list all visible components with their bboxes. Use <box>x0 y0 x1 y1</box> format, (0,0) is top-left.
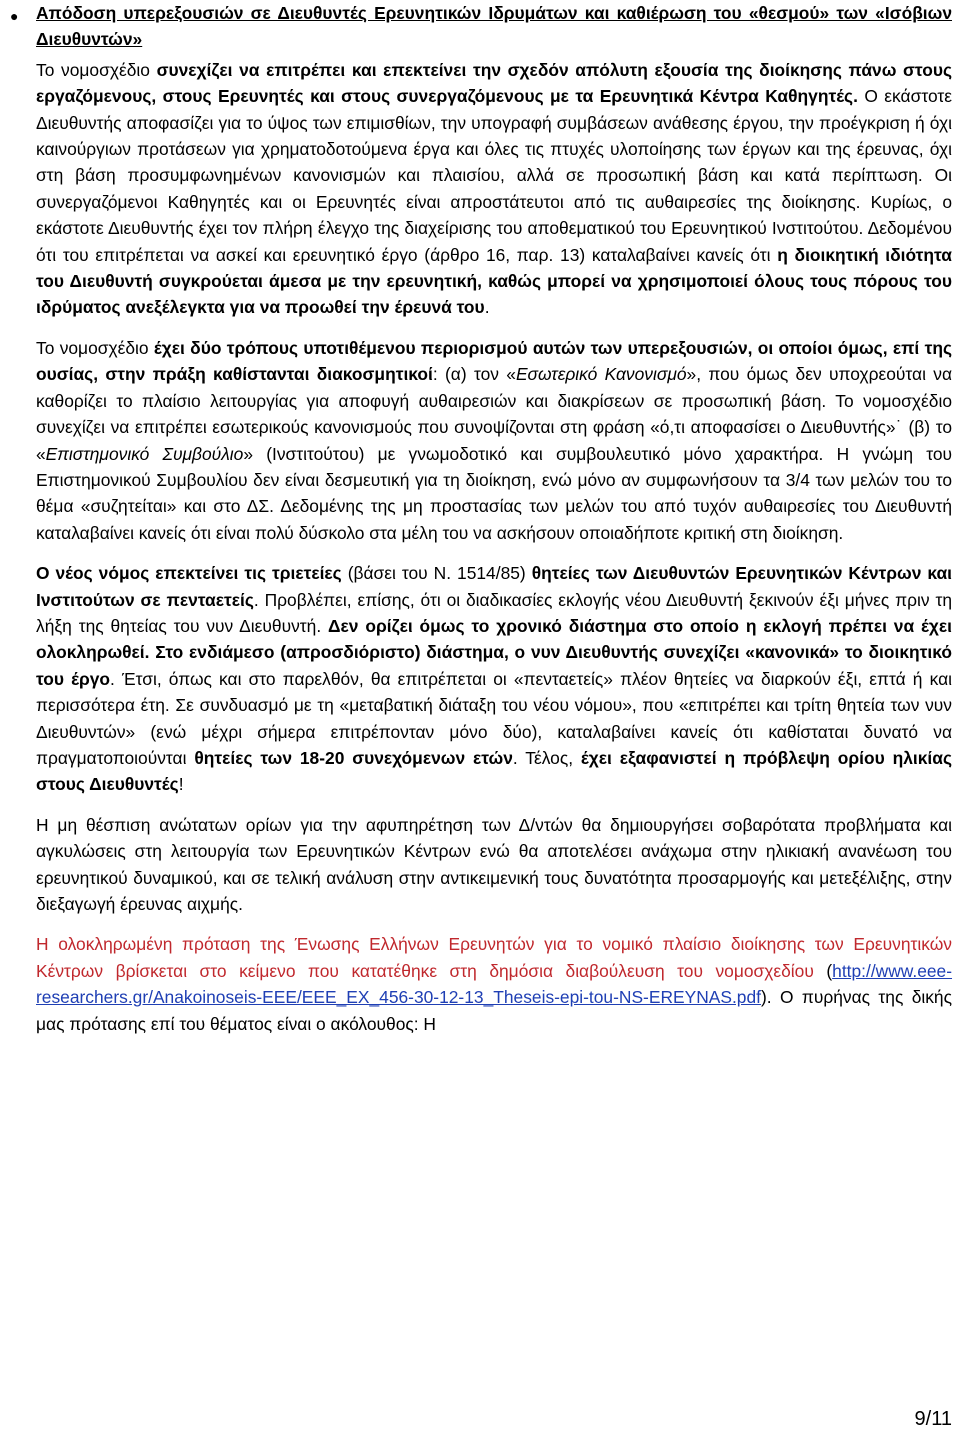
page-number: 9/11 <box>914 1408 952 1430</box>
p2-text-2: : (α) τον « <box>432 364 516 385</box>
paragraph-age-limits: Η μη θέσπιση ανώτατων ορίων για την αφυπηρέτηση των Δ/ντών θα δημιουργήσει σοβαρότατα προβλήματα και αγκυλώσεις στη λειτουργία των Ερευνητικών Κέντρων ενώ θα αποτελέσει ανάχωμα στην ηλικιακή ανανέωση του ερευνητικού δυναμικού, και σε τελική ανάλυση στην αντικειμενική τους δυνατότητα προσαρμογής και μετεξέλιξης, στην διεξαγωγή έρευνας αιχμής. <box>36 814 952 914</box>
p1-text-2: Ο εκάστοτε Διευθυντής αποφασίζει για το ύψος των επιμισθίων, την υπογραφή συμβάσεων ανάθεσης έργου, την προέγκριση ή όχι καινούργιων προτάσεων για χρηματοδοτούμενα έργα και όλες τις πτυχές υλοποίησης των έργων και της έρευνας, όχι στη βάση προσυμφωνημένων κανονισμών και πλαισίου, αλλά σε προσωπική βάση και κατά περίπτωση. Οι συνεργαζόμενοι Καθηγητές και οι Ερευνητές είναι απροστάτευτοι από τις αυθαιρεσίες της διοίκησης. Κυρίως, ο εκάστοτε Διευθυντής έχει τον πλήρη έλεγχο της διαχείρισης του αποθεματικού του Ερευνητικού Ινστιτούτου. Δεδομένου ότι του επιτρέπεται να ασκεί και ερευνητικό έργο (άρθρο 16, παρ. 13) καταλαβαίνει κανείς ότι <box>36 86 952 265</box>
p3-bold-1: Ο νέος νόμος επεκτείνει τις τριετείες <box>36 563 342 584</box>
p2-bold-1: έχει δύο τρόπους υποτιθέμενου περιορισμού αυτών των υπερεξουσιών, οι οποίοι όμως, επί της ουσίας, στην πράξη καθίστανται διακοσμητικοί <box>36 337 953 385</box>
p2-text-4: » (Ινστιτούτου) με γνωμοδοτικό και συμβουλευτικό μόνο χαρακτήρα. Η γνώμη του Επιστημονικού Συμβουλίου δεν είναι δεσμευτική για τη διοίκηση, ενώ μόνο αν συμφωνήσουν τα 3/4 των μελών του το θέμα «συζητείται» και στο ΔΣ. Δεδομένης της μη προστασίας των μελών του από τυχόν αυθαιρεσίες του Διευθυντή καταλαβαίνει κανείς ότι είναι πολύ δύσκολο στα μέλη του να ασκήσουν οποιαδήποτε κριτική στη διοίκηση. <box>36 443 952 543</box>
p3-bold-2: θητείες των Διευθυντών Ερευνητικών Κέντρων και Ινστιτούτων σε πενταετείς <box>36 563 952 610</box>
p1-text-1: Το νομοσχέδιο <box>36 59 157 80</box>
paragraph-terms <box>36 560 952 798</box>
p1-bold-2: η διοικητική ιδιότητα του Διευθυντή συγκρούεται άμεσα με την ερευνητική, καθώς μπορεί να χρησιμοποιεί όλους τους πόρους του ιδρύματος ανεξέλεγκτα για να προωθεί την έρευνά του <box>36 244 952 318</box>
p3-bold-4: θητείες των 18-20 συνεχόμενων ετών <box>194 747 513 768</box>
paragraph-proposal <box>36 931 952 1037</box>
after-link-text: ). Ο πυρήνας της δικής μας πρότασης επί του θέματος είναι ο ακόλουθος: Η <box>36 987 952 1034</box>
p3-bold-3: Δεν ορίζει όμως το χρονικό διάστημα στο οποίο η εκλογή πρέπει να έχει ολοκληρωθεί. Στο ενδιάμεσο (απροσδιόριστο) διάστημα, ο νυν Διευθυντής συνεχίζει «κανονικά» το διοικητικό του έργο <box>36 615 952 689</box>
bullet-icon: ● <box>10 8 19 24</box>
proposal-link[interactable]: http://www.eee-researchers.gr/Anakoinoseis-EEE/EEE_EX_456-30-12-13_Theseis-epi-tou-NS-EREYNAS.pdf <box>36 960 953 1008</box>
document-body <box>36 0 952 1037</box>
p3-text-3: . Έτσι, όπως και στο παρελθόν, θα επιτρέπεται οι «πενταετείς» πλέον θητείες να διαρκούν έξι, επτά ή και περισσότερα έτη. Σε συνδυασμό με τη «μεταβατική διάταξη του νέου νόμου», που «επιτρέπει και τρίτη θητεία των νυν Διευθυντών» (ενώ μέχρι σήμερα επιτρέπονταν μόνο δύο), καταλαβαίνει κανείς ότι καθίσταται δυνατό να πραγματοποιούνται <box>36 668 952 768</box>
p3-bold-5: έχει εξαφανιστεί η πρόβλεψη ορίου ηλικίας στους Διευθυντές <box>36 747 952 795</box>
section-heading: Απόδοση υπερεξουσιών σε Διευθυντές Ερευνητικών Ιδρυμάτων και καθιέρωση του «θεσμού» των «Ισόβιων Διευθυντών» <box>36 3 952 50</box>
p3-text-4: . Τέλος, <box>512 747 581 768</box>
p3-text-1: (βάσει του Ν. 1514/85) <box>341 563 532 584</box>
p2-italic-2: Επιστημονικό Συμβούλιο <box>45 443 244 464</box>
p1-text-3: . <box>484 297 490 318</box>
p3-text-5: ! <box>178 774 184 795</box>
p2-italic-1: Εσωτερικό Κανονισμό <box>515 364 687 385</box>
paragraph-director-powers <box>36 57 952 321</box>
p2-text-1: Το νομοσχέδιο <box>36 337 154 358</box>
paragraph-limitations <box>36 335 952 546</box>
p2-text-3: », που όμως δεν υποχρεούται να καθορίζει το πλαίσιο λειτουργίας για αποφυγή αυθαιρεσιών και διακρίσεων σε προσωπική βάση. Το νομοσχέδιο συνεχίζει να επιτρέπει εσωτερικούς κανονισμούς που συνοψίζονται στη φράση «ό,τι αποφασίσει ο Διευθυντής»˙ (β) το « <box>36 364 953 464</box>
proposal-red-text: Η ολοκληρωμένη πρόταση της Ένωσης Ελλήνων Ερευνητών για το νομικό πλαίσιο διοίκησης των Ερευνητικών Κέντρων βρίσκεται στο κείμενο που κατατέθηκε στη δημόσια διαβούλευση του νομοσχεδίου <box>36 934 952 981</box>
p1-bold-1: συνεχίζει να επιτρέπει και επεκτείνει την σχεδόν απόλυτη εξουσία της διοίκησης πάνω στους εργαζόμενους, στους Ερευνητές και στους συνεργαζόμενους με τα Ερευνητικά Κέντρα Καθηγητές. <box>36 59 952 107</box>
open-paren: ( <box>813 960 833 981</box>
p3-text-2: . Προβλέπει, επίσης, ότι οι διαδικασίες εκλογής νέου Διευθυντή ξεκινούν έξι μήνες πριν τη λήξη της θητείας του νυν Διευθυντή. <box>36 589 952 636</box>
